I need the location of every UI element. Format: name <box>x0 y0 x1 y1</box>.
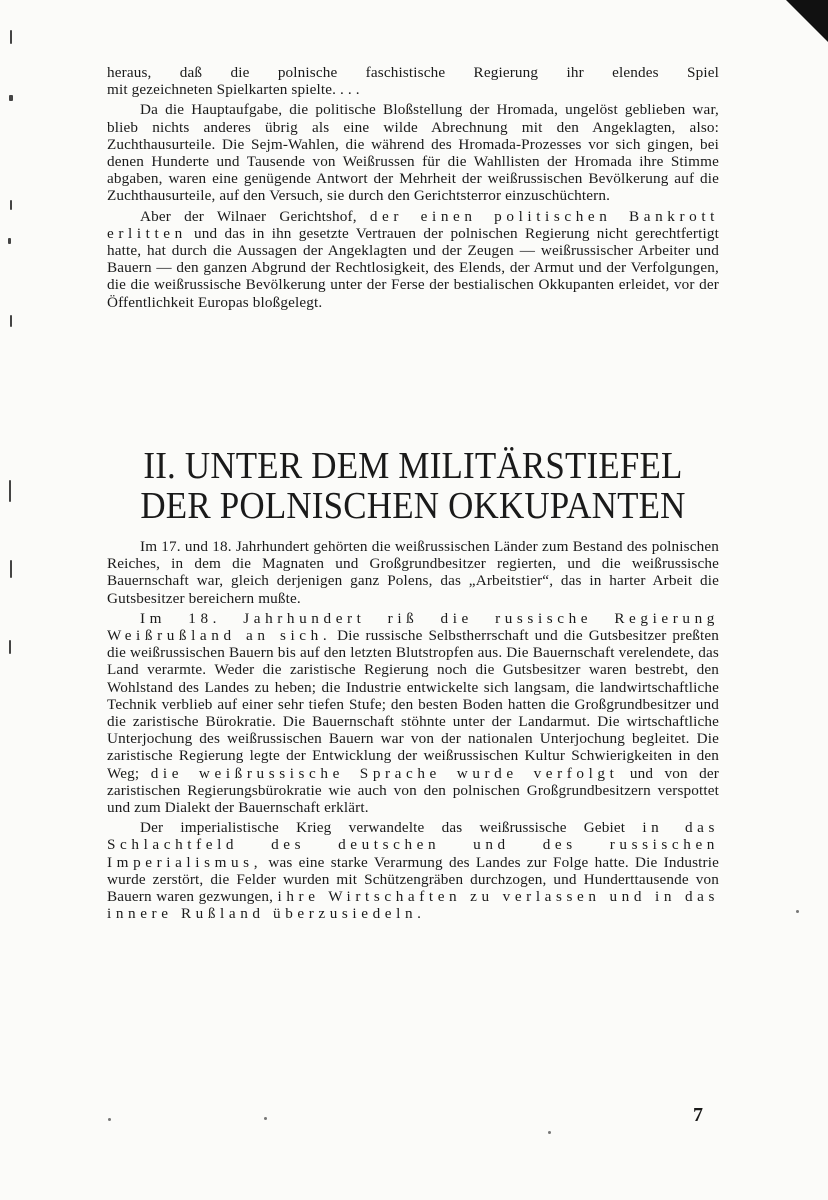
paragraph-18th-spaced: Im 18. Jahrhundert riß die russische Regierung Weißrußland an sich. <box>107 609 719 645</box>
chapter-body <box>107 538 719 922</box>
chapter-heading-line-1: II. UNTER DEM MILITÄRSTIEFEL <box>143 445 683 487</box>
paragraph-war-part-b: was eine starke Verarmung des Landes zur Folge hatte. Die Industrie wurde zerstört, die Felder wurden mit Schützengräben durchzogen, und Hunderttausende von Bauern waren gezwungen, <box>107 853 719 906</box>
paragraph-court <box>107 208 719 311</box>
paragraph-18th-century <box>107 610 719 816</box>
chapter-heading-line-2: DER POLNISCHEN OKKUPANTEN <box>140 485 686 527</box>
paragraph-war-part-a: Der imperialistische Krieg verwandelte das weißrussische Gebiet <box>140 819 626 837</box>
paragraph-war <box>107 819 719 922</box>
scan-dot <box>108 1118 111 1121</box>
intro-line-2-text: mit gezeichneten Spielkarten spielte. . . . <box>107 81 360 99</box>
paragraph-war-spaced: in das Schlachtfeld des deutschen und des russischen Imperialismus, <box>107 819 719 871</box>
scan-edge-specks <box>2 0 16 1200</box>
chapter-heading <box>125 446 701 526</box>
paragraph-18th-part-a: Die russische Selbstherrschaft und die Gutsbesitzer preßten die weißrussischen Bauern bis auf den letzten Blutstropfen aus. Die Bauernschaft verelendete, das Land verarmte. Weder die zaristische Regierung noch die Gutsbesitzer waren bestrebt, den Wohlstand des Landes zu heben; die Industrie entwickelte sich langsam, die landwirtschaftliche Technik verblieb auf einer sehr tiefen Stufe; den besten Boden hatten die Großgrundbesitzer und die zaristische Bürokratie. Die Bauernschaft stöhnte unter der Landarmut. Die wirtschaftliche Unterjochung des weißrussischen Bauern war von der nationalen Unterjochung begleitet. Die zaristische Regierung legte der Entwicklung der weißrussischen Kultur Schwierigkeiten in den Weg; <box>107 627 719 782</box>
paragraph-war-spaced-2: ihre Wirtschaften zu verlassen und in das innere Rußland überzusiedeln. <box>107 888 719 923</box>
paragraph-court-part-b: und das in ihn gesetzte Vertrauen der polnischen Regierung nicht gerechtfertigt hatte, hat durch die Aussagen der Angeklagten und der Zeugen — weißrussischer Arbeiter und Bauern — den ganzen Abgrund der Rechtlosigkeit, des Elends, der Armut und der Verfolgungen, die die weißrussische Bevölkerung unter der Ferse der bestialischen Okkupanten erleidet, vor der Öffentlichkeit Europas bloßgelegt. <box>107 224 719 311</box>
scan-dot <box>264 1117 267 1120</box>
paragraph-18th-spaced-2: die weißrussische Sprache wurde verfolgt <box>150 764 619 782</box>
intro-line-1 <box>107 64 719 81</box>
paragraph-hromada: Da die Hauptaufgabe, die politische Bloßstellung der Hromada, ungelöst geblieben war, blieb nichts anderes übrig als eine wilde Abrechnung mit den Angeklagten, also: Zuchthausurteile. Die Sejm-Wahlen, die während des Hromada-Prozesses vor sich gingen, bei denen Hunderte und Tausende von Weißrussen für die Wahllisten der Hromada ihre Stimme abgaben, waren eine genügende Antwort der Mehrheit der weißrussischen Bevölkerung auf die Zuchthausurteile, auf den Versuch, sie durch den Gerichtsterror einzuschüchtern. <box>107 101 719 205</box>
scan-dot <box>548 1131 551 1134</box>
page-number: 7 <box>693 1104 703 1126</box>
page-corner-mark <box>786 0 828 42</box>
paragraph-court-part-a: Aber der Wilnaer Gerichtshof, <box>140 207 357 225</box>
intro-text <box>107 64 719 311</box>
paragraph-18th-part-b: und von der zaristischen Regierungsbürokratie wie auch von den polnischen Großgrundbesitzern verspottet und zum Dialekt der Bauernschaft erklärt. <box>107 764 720 817</box>
scan-dot <box>796 910 799 913</box>
paragraph-17th-century: Im 17. und 18. Jahrhundert gehörten die weißrussischen Länder zum Bestand des polnischen Reiches, in dem die Magnaten und Großgrundbesitzer regierten, und die weißrussische Bauernschaft war, gleich derjenigen ganz Polens, das „Arbeitstier“, das in harter Arbeit die Gutsbesitzer bereichern mußte. <box>107 538 719 607</box>
intro-line-2 <box>107 81 719 98</box>
intro-line-1-text: heraus, daß die polnische faschistische Regierung ihr elendes Spiel <box>107 64 719 81</box>
paragraph-court-spaced: der einen politischen Bankrott erlitten <box>107 207 719 242</box>
